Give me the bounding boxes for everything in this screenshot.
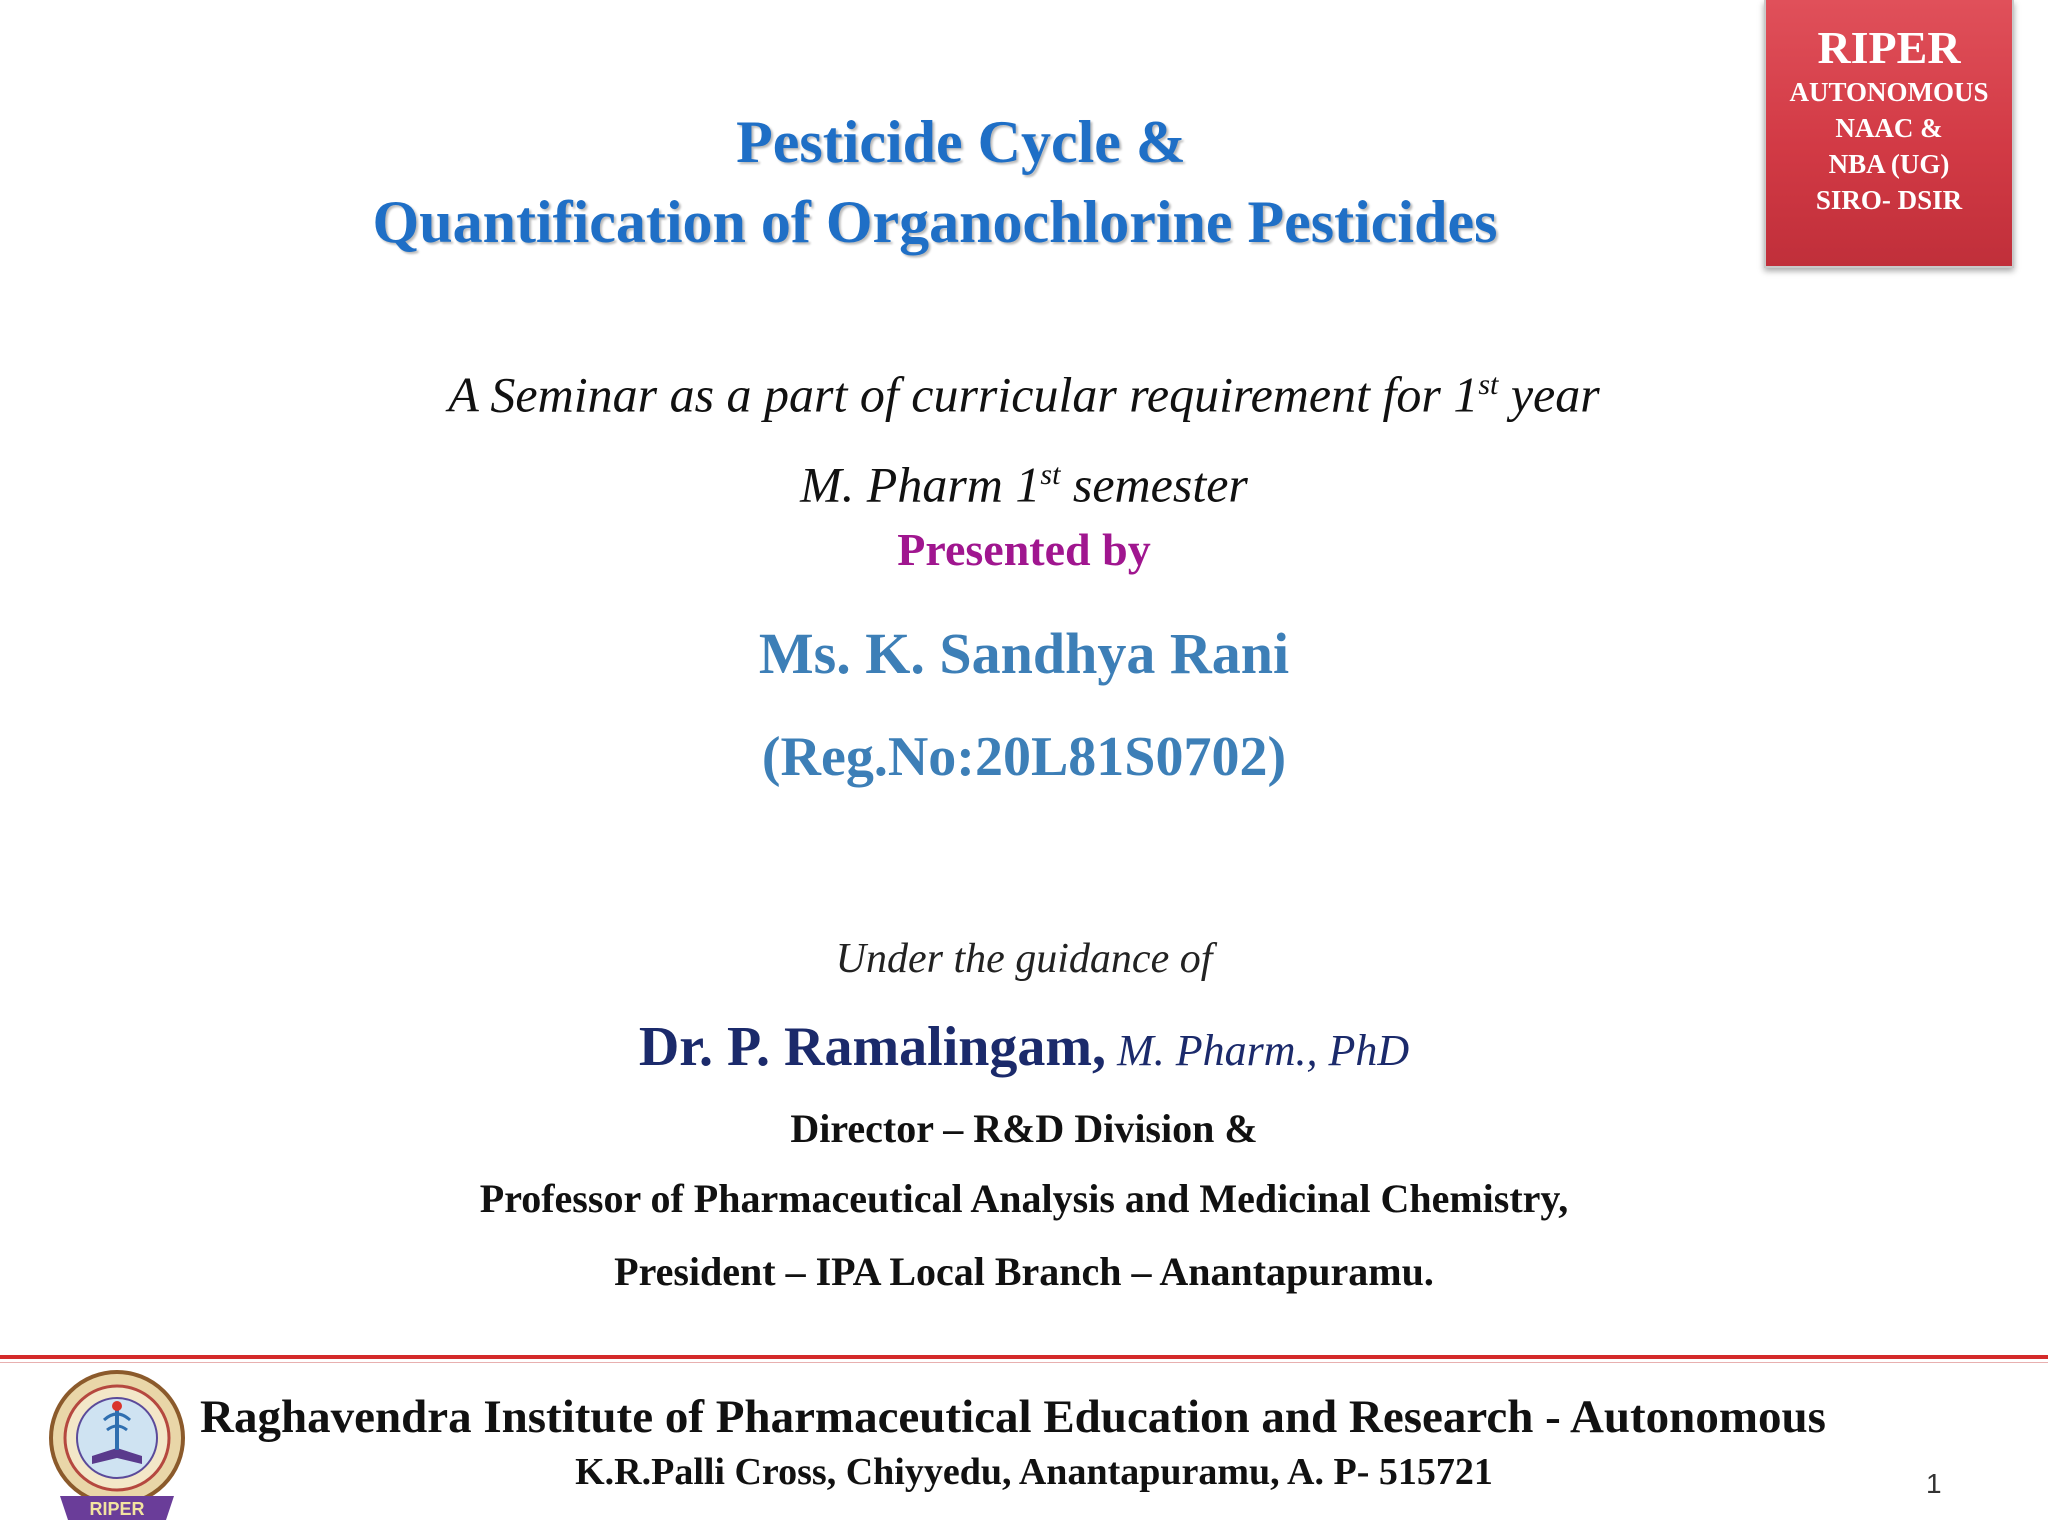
logo-banner-text: RIPER [89,1499,145,1519]
guide-heading [0,1015,2048,1079]
badge-line-naac: NAAC & [1835,113,1943,143]
guide-degree: M. Pharm., PhD [1106,1026,1410,1075]
seminar-line-2-sup: st [1040,457,1061,491]
seminar-line-1-tail: year [1498,366,1600,423]
institute-address: K.R.Palli Cross, Chiyyedu, Anantapuramu, A. P- 515721 [575,1451,1493,1493]
badge-title: RIPER [1817,22,1961,73]
title-line-1: Pesticide Cycle & [736,109,1186,175]
badge-line-siro: SIRO- DSIR [1815,185,1963,215]
badge-line-nba: NBA (UG) [1828,149,1950,179]
guide-role-professor: Professor of Pharmaceutical Analysis and Medicinal Chemistry, [479,1176,1569,1221]
seminar-line-1 [0,345,2048,435]
presenter-reg-number: (Reg.No:20L81S0702) [761,726,1287,788]
footer-divider-shadow [0,1362,2048,1363]
institute-name: Raghavendra Institute of Pharmaceutical Education and Research - Autonomous [200,1391,1826,1443]
seminar-line-2-tail: semester [1060,456,1248,513]
guide-role-director: Director – R&D Division & [790,1106,1258,1151]
presenter-name: Ms. K. Sandhya Rani [758,621,1290,686]
page-number: 1 [1926,1468,1942,1499]
badge-line-autonomous: AUTONOMOUS [1789,77,1989,107]
seminar-description [0,345,2048,524]
guidance-label: Under the guidance of [835,936,1213,982]
institute-logo-icon [42,1368,192,1528]
slide-title [0,102,1870,262]
presented-by-label: Presented by [897,524,1151,575]
footer-divider [0,1355,2048,1359]
guide-name: Dr. P. Ramalingam, [638,1016,1107,1078]
seminar-line-1-sup: st [1478,368,1499,401]
seminar-line-1-text: A Seminar as a part of curricular requirement for 1 [448,366,1479,423]
seminar-line-2 [0,435,2048,525]
title-line-2: Quantification of Organochlorine Pesticides [372,189,1498,255]
seminar-line-2-text: M. Pharm 1 [800,456,1041,513]
guide-role-president: President – IPA Local Branch – Anantapuramu. [614,1249,1434,1294]
